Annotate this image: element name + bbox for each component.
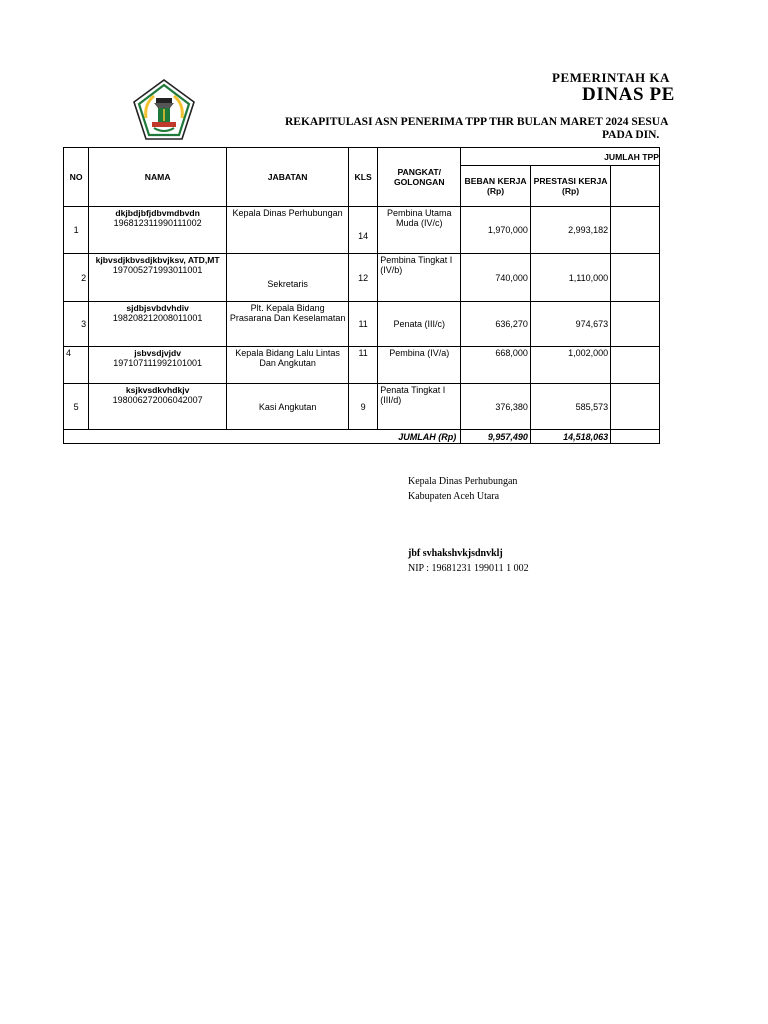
header-prestasi-line1: PRESTASI KERJA bbox=[533, 176, 608, 186]
cell-prestasi: 1,110,000 bbox=[530, 254, 610, 302]
header-no: NO bbox=[64, 148, 89, 207]
employee-nip: 196812311990111002 bbox=[113, 218, 202, 228]
cell-kls: 14 bbox=[349, 207, 378, 254]
cell-nama bbox=[89, 384, 227, 430]
cell-extra bbox=[611, 207, 660, 254]
cell-no: 2 bbox=[64, 254, 89, 302]
cell-pangkat: Pembina (IV/a) bbox=[378, 347, 461, 384]
header-title-2: DINAS PE bbox=[582, 84, 675, 105]
header-nama: NAMA bbox=[89, 148, 227, 207]
table-row bbox=[64, 254, 660, 302]
cell-jabatan: Kasi Angkutan bbox=[227, 384, 349, 430]
header-pangkat-line1: PANGKAT/ bbox=[397, 167, 442, 177]
cell-beban: 668,000 bbox=[461, 347, 531, 384]
header-prestasi bbox=[530, 166, 610, 207]
employee-nip: 198006272006042007 bbox=[112, 395, 203, 405]
cell-jabatan: Sekretaris bbox=[227, 254, 349, 302]
signature-title-1: Kepala Dinas Perhubungan bbox=[408, 476, 518, 487]
cell-kls: 11 bbox=[349, 302, 378, 347]
employee-nip: 198208212008011001 bbox=[112, 313, 203, 323]
header-title-1: PEMERINTAH KA bbox=[552, 70, 670, 85]
cell-kls: 12 bbox=[349, 254, 378, 302]
cell-pangkat: Pembina Tingkat I (IV/b) bbox=[378, 254, 461, 302]
header-subtitle-1: REKAPITULASI ASN PENERIMA TPP THR BULAN MARET 2024 SESUA bbox=[285, 116, 669, 128]
cell-beban: 636,270 bbox=[461, 302, 531, 347]
cell-nama bbox=[89, 302, 227, 347]
header-pangkat bbox=[378, 148, 461, 207]
header-pangkat-line2: GOLONGAN bbox=[393, 177, 445, 187]
header-beban-line2: (Rp) bbox=[486, 186, 505, 196]
signature-name: jbf svhakshvkjsdnvklj bbox=[408, 548, 503, 559]
total-label: JUMLAH (Rp) bbox=[64, 430, 461, 444]
cell-jabatan: Plt. Kepala Bidang Prasarana Dan Keselamatan bbox=[227, 302, 349, 347]
employee-name: kjbvsdjkbvsdjkbvjksv, ATD,MT bbox=[95, 255, 220, 265]
cell-pangkat: Penata Tingkat I (III/d) bbox=[378, 384, 461, 430]
employee-name: sjdbjsvbdvhdiv bbox=[126, 303, 189, 313]
total-row bbox=[64, 430, 660, 444]
cell-no: 4 bbox=[64, 347, 89, 384]
header-jabatan: JABATAN bbox=[227, 148, 349, 207]
header-prestasi-line2: (Rp) bbox=[561, 186, 580, 196]
signature-nip: NIP : 19681231 199011 1 002 bbox=[408, 563, 529, 574]
cell-pangkat: Penata (III/c) bbox=[378, 302, 461, 347]
employee-nip: 197005271993011001 bbox=[112, 265, 203, 275]
cell-nama bbox=[89, 207, 227, 254]
cell-extra bbox=[611, 347, 660, 384]
pentagon-emblem-icon bbox=[132, 78, 196, 142]
cell-prestasi: 2,993,182 bbox=[530, 207, 610, 254]
header-kls: KLS bbox=[349, 148, 378, 207]
cell-jabatan: Kepala Bidang Lalu Lintas Dan Angkutan bbox=[227, 347, 349, 384]
cell-no: 3 bbox=[64, 302, 89, 347]
cell-nama bbox=[89, 347, 227, 384]
table-row bbox=[64, 207, 660, 254]
cell-pangkat: Pembina Utama Muda (IV/c) bbox=[378, 207, 461, 254]
cell-prestasi: 585,573 bbox=[530, 384, 610, 430]
total-prestasi: 14,518,063 bbox=[530, 430, 610, 444]
cell-beban: 1,970,000 bbox=[461, 207, 531, 254]
employee-name: ksjkvsdkvhdkjv bbox=[125, 385, 190, 395]
header-beban-line1: BEBAN KERJA bbox=[464, 176, 527, 186]
cell-extra bbox=[611, 302, 660, 347]
header-jumlah-tpp: JUMLAH TPP bbox=[461, 148, 660, 166]
cell-kls: 11 bbox=[349, 347, 378, 384]
table-row bbox=[64, 384, 660, 430]
table-row bbox=[64, 302, 660, 347]
cell-extra bbox=[611, 254, 660, 302]
cell-beban: 376,380 bbox=[461, 384, 531, 430]
header-subtitle-2: PADA DIN. bbox=[602, 129, 660, 141]
employee-name: dkjbdjbfjdbvmdbvdn bbox=[115, 208, 200, 218]
cell-jabatan: Kepala Dinas Perhubungan bbox=[227, 207, 349, 254]
header-extra bbox=[611, 166, 660, 207]
recap-table bbox=[63, 147, 660, 444]
total-beban: 9,957,490 bbox=[461, 430, 531, 444]
cell-beban: 740,000 bbox=[461, 254, 531, 302]
employee-nip: 197107111992101001 bbox=[113, 358, 203, 368]
header-beban bbox=[461, 166, 531, 207]
cell-no: 5 bbox=[64, 384, 89, 430]
signature-title-2: Kabupaten Aceh Utara bbox=[408, 491, 500, 502]
cell-prestasi: 974,673 bbox=[530, 302, 610, 347]
cell-kls: 9 bbox=[349, 384, 378, 430]
table-row bbox=[64, 347, 660, 384]
cell-extra bbox=[611, 384, 660, 430]
employee-name: jsbvsdjvjdv bbox=[134, 348, 182, 358]
cell-no: 1 bbox=[64, 207, 89, 254]
cell-nama bbox=[89, 254, 227, 302]
total-extra bbox=[611, 430, 660, 444]
cell-prestasi: 1,002,000 bbox=[530, 347, 610, 384]
